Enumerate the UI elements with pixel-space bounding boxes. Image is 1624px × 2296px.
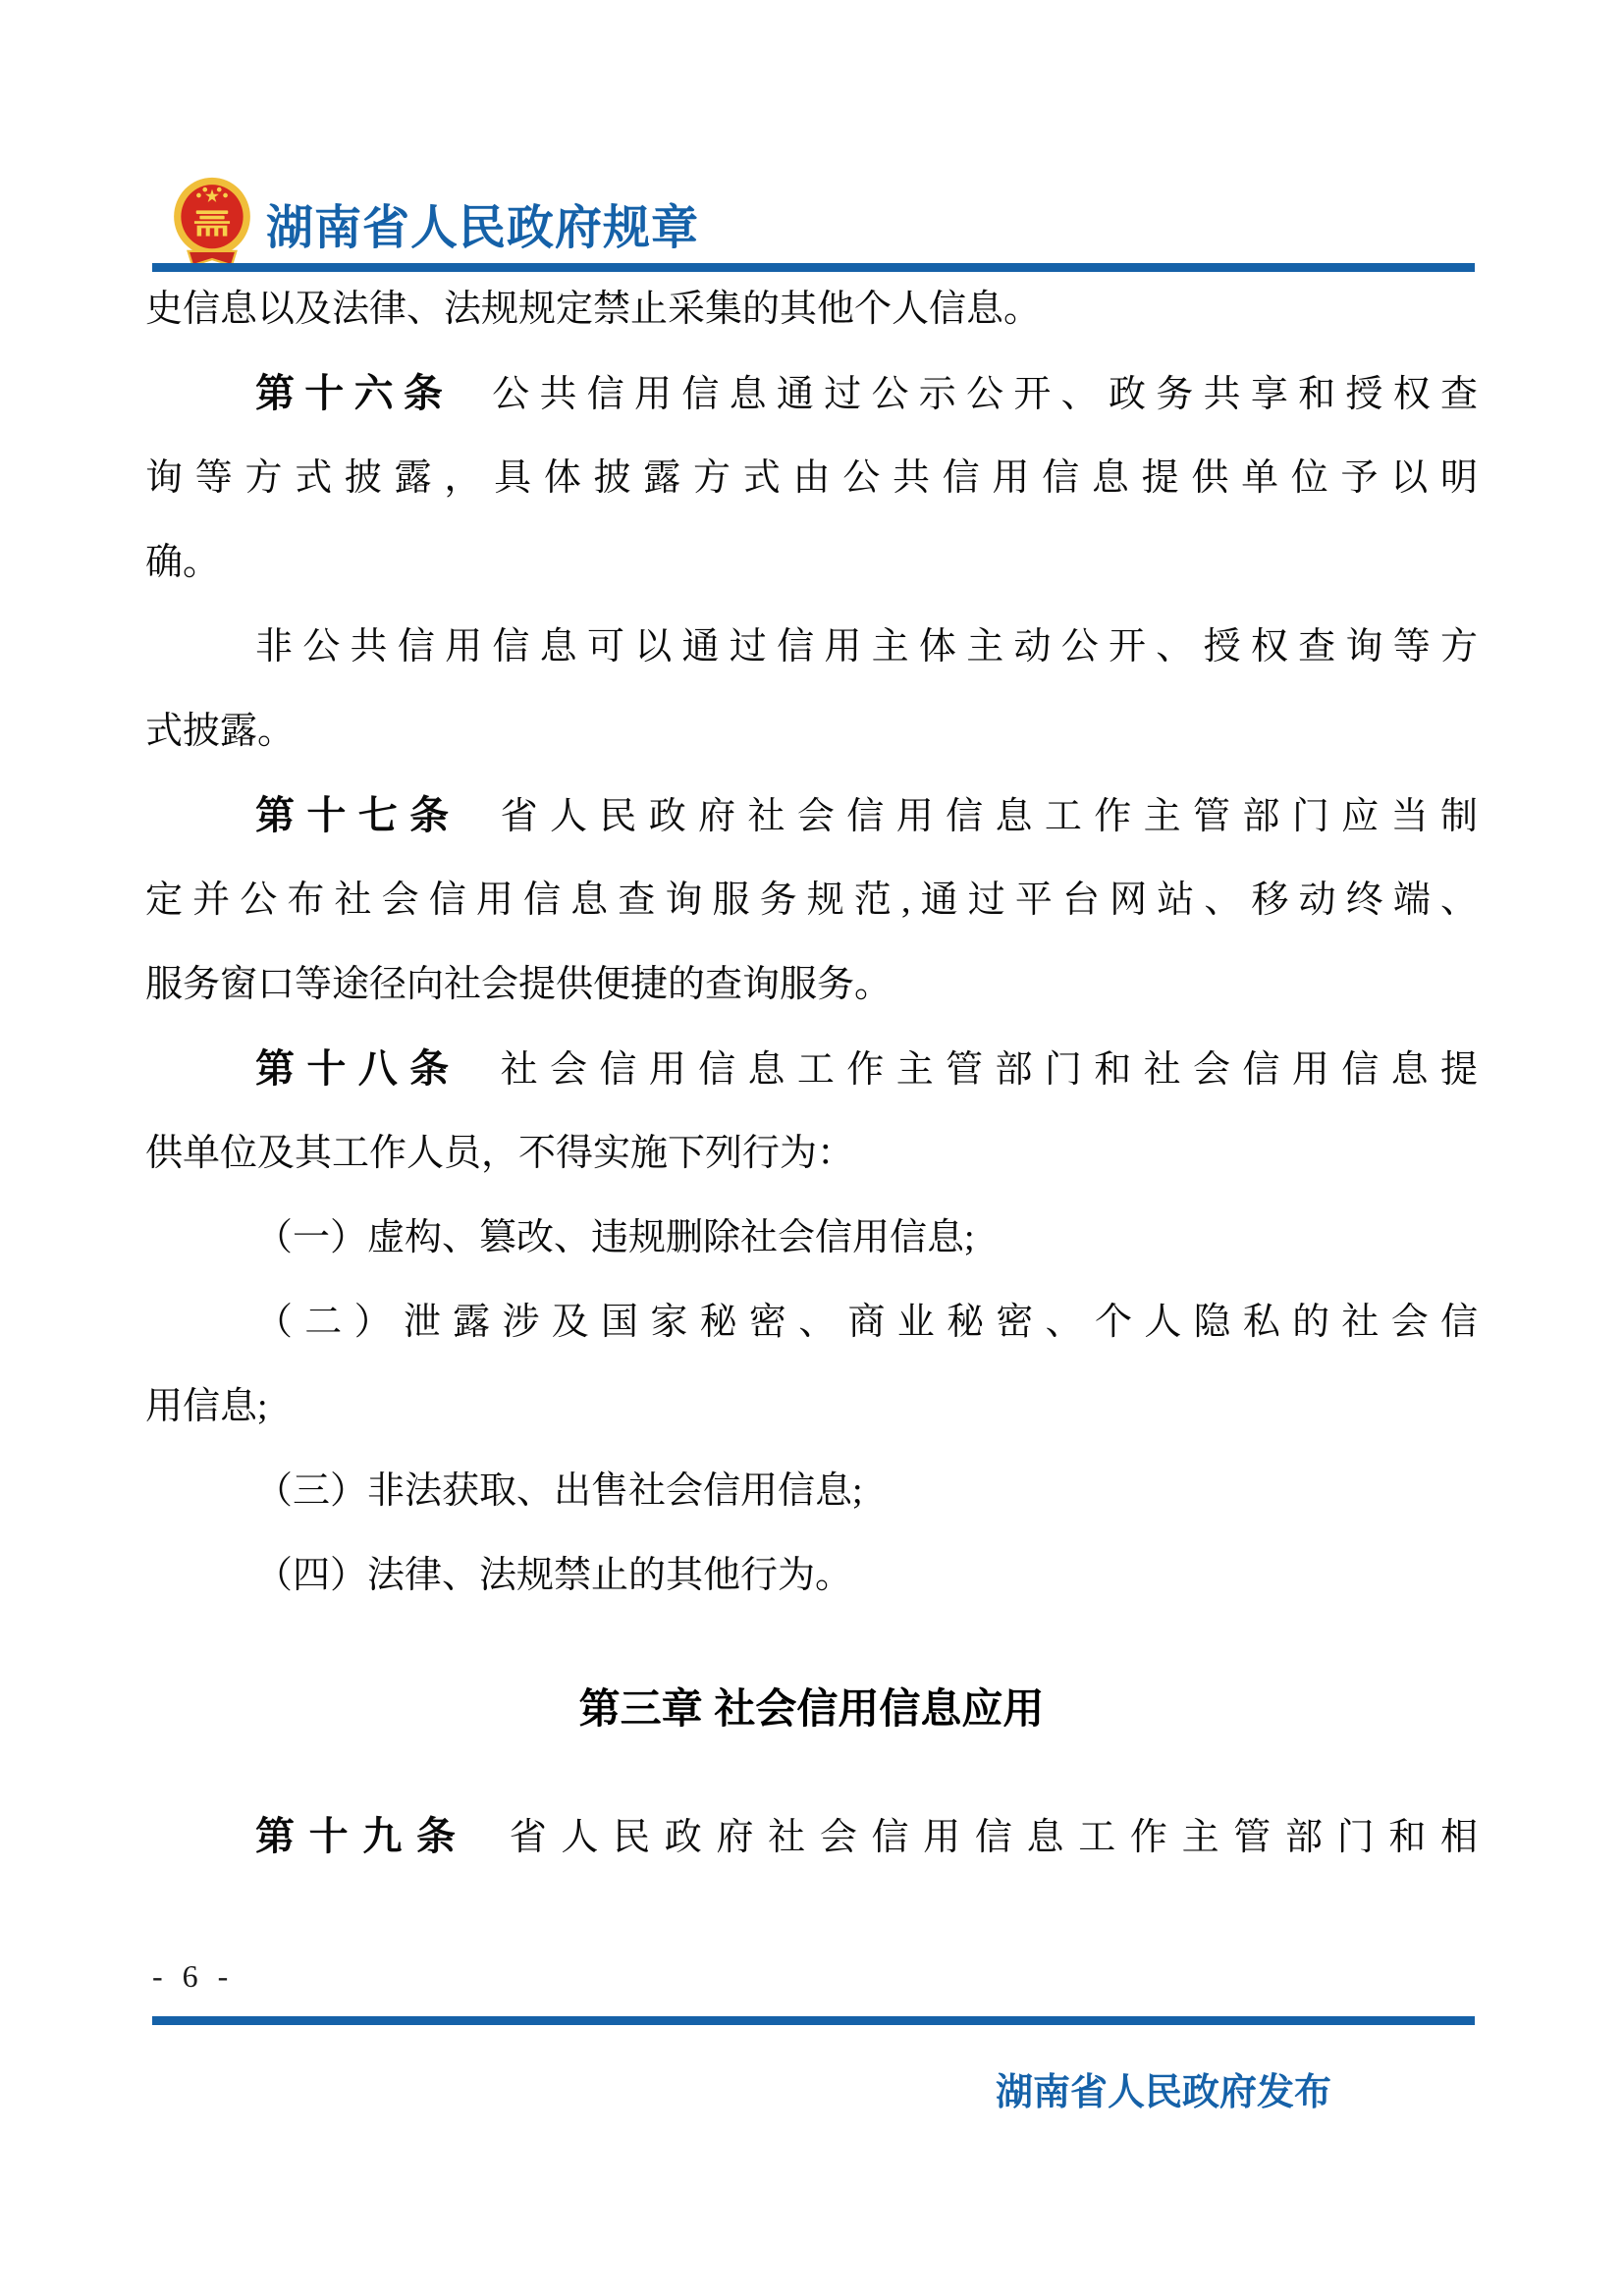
- body-line-text: 省人民政府社会信用信息工作主管部门应当制: [500, 796, 1478, 837]
- body-line: [145, 1027, 1478, 1111]
- page-header: [172, 177, 699, 269]
- body-line: 式披露。: [145, 711, 296, 752]
- body-line: 询等方式披露，具体披露方式由公共信用信息提供单位予以明: [145, 457, 1478, 499]
- document-body: [145, 267, 1478, 1879]
- article-number: 第十九条: [255, 1815, 470, 1858]
- article-number: 第十七条: [255, 794, 461, 837]
- body-line: 服务窗口等途径向社会提供便捷的查询服务。: [145, 964, 893, 1005]
- footer-divider: [152, 2016, 1475, 2025]
- body-line: 供单位及其工作人员，不得实施下列行为：: [145, 1133, 855, 1174]
- body-line: [145, 774, 1478, 858]
- list-item: （三）非法获取、出售社会信用信息;: [255, 1470, 863, 1512]
- list-item: （一）虚构、篡改、违规删除社会信用信息;: [255, 1217, 975, 1258]
- article-number: 第十六条: [255, 372, 454, 415]
- body-line: 确。: [145, 542, 221, 583]
- china-national-emblem-icon: [172, 177, 252, 269]
- page-title: 湖南省人民政府规章: [266, 201, 700, 254]
- body-line: 史信息以及法律、法规规定禁止采集的其他个人信息。: [145, 289, 1042, 330]
- body-line: [145, 1794, 1478, 1879]
- list-item: （四）法律、法规禁止的其他行为。: [255, 1555, 853, 1596]
- list-item: （二）泄露涉及国家秘密、商业秘密、个人隐私的社会信: [255, 1302, 1478, 1343]
- body-line-text: 社会信用信息工作主管部门和社会信用信息提: [500, 1049, 1478, 1091]
- body-line: [145, 351, 1478, 436]
- body-line: 非公共信用信息可以通过信用主体主动公开、授权查询等方: [255, 626, 1478, 667]
- body-line: 用信息;: [145, 1386, 268, 1427]
- body-line: 定并公布社会信用信息查询服务规范,通过平台网站、移动终端、: [145, 880, 1478, 921]
- chapter-heading: 第三章 社会信用信息应用: [578, 1685, 1045, 1732]
- body-line-text: 省人民政府社会信用信息工作主管部门和相: [509, 1817, 1478, 1858]
- body-line-text: 公共信用信息通过公示公开、政务共享和授权查: [492, 374, 1478, 415]
- publisher-label: 湖南省人民政府发布: [995, 2072, 1331, 2113]
- article-number: 第十八条: [255, 1047, 461, 1091]
- page-number: - 6 -: [152, 1958, 235, 1994]
